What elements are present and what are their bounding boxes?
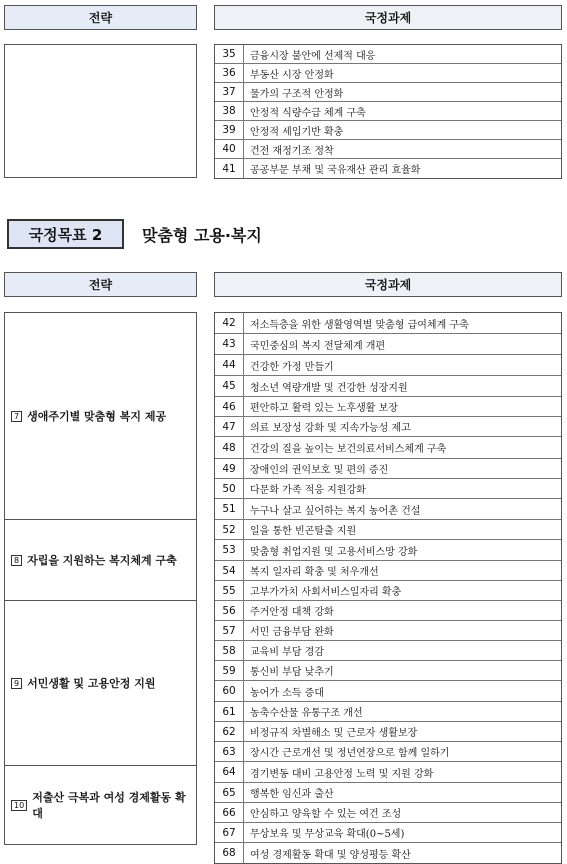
task-number: 57 xyxy=(215,621,244,640)
task-row xyxy=(215,823,561,843)
task-number: 35 xyxy=(215,45,244,63)
task-number: 49 xyxy=(215,459,244,478)
task-row xyxy=(215,722,561,742)
table2-task-list xyxy=(214,312,562,864)
task-number: 44 xyxy=(215,355,244,375)
task-text: 맞춤형 취업지원 및 고용서비스망 강화 xyxy=(250,546,418,558)
task-text: 경기변동 대비 고용안정 노력 및 지원 강화 xyxy=(250,768,434,780)
task-text: 주거안정 대책 강화 xyxy=(250,607,334,618)
task-text: 농어가 소득 증대 xyxy=(250,687,324,699)
task-row xyxy=(215,520,561,540)
task-number: 40 xyxy=(215,140,244,158)
task-text: 저소득층을 위한 생활영역별 맞춤형 급여체계 구축 xyxy=(250,319,469,331)
strategy-number: 8 xyxy=(11,555,22,566)
task-text: 건전 재정기조 정착 xyxy=(250,145,334,157)
task-row xyxy=(215,121,561,140)
strategy-number: 7 xyxy=(11,411,22,422)
task-row xyxy=(215,334,561,355)
task-row xyxy=(215,783,561,803)
task-number: 36 xyxy=(215,64,244,82)
strategy-10 xyxy=(4,765,197,845)
task-number: 51 xyxy=(215,499,244,519)
task-text: 청소년 역량개발 및 건강한 성장지원 xyxy=(250,382,408,394)
task-row xyxy=(215,803,561,823)
task-text: 통신비 부담 낮추기 xyxy=(250,667,334,678)
task-row xyxy=(215,742,561,762)
task-text: 장애인의 권익보호 및 편의 증진 xyxy=(250,465,389,476)
task-number: 52 xyxy=(215,520,244,539)
task-number: 45 xyxy=(215,376,244,396)
table1-strategy-empty xyxy=(4,44,197,178)
task-row xyxy=(215,376,561,397)
task-row xyxy=(215,581,561,601)
task-text: 의료 보장성 강화 및 지속가능성 제고 xyxy=(250,423,411,434)
task-text: 다문화 가족 적응 지원강화 xyxy=(250,485,366,496)
task-number: 37 xyxy=(215,83,244,101)
task-number: 64 xyxy=(215,762,244,782)
task-row xyxy=(215,621,561,641)
task-row xyxy=(215,702,561,722)
task-text: 물가의 구조적 안정화 xyxy=(250,88,344,100)
task-text: 무상보육 및 무상교육 확대(0~5세) xyxy=(250,829,405,840)
task-text: 행복한 임신과 출산 xyxy=(250,789,334,800)
task-text: 국민중심의 복지 전달체계 개편 xyxy=(250,340,386,352)
task-number: 65 xyxy=(215,783,244,802)
task-number: 48 xyxy=(215,437,244,458)
task-text: 복지 일자리 확충 및 처우개선 xyxy=(250,567,379,578)
task-text: 장시간 근로개선 및 정년연장으로 함께 일하기 xyxy=(250,748,450,759)
task-number: 61 xyxy=(215,702,244,721)
task-row xyxy=(215,64,561,83)
task-number: 56 xyxy=(215,601,244,620)
task-number: 41 xyxy=(215,159,244,178)
strategy-9 xyxy=(4,600,197,766)
task-row xyxy=(215,159,561,178)
task-row xyxy=(215,661,561,681)
task-text: 서민 금융부담 완화 xyxy=(250,627,334,638)
task-text: 비정규직 차별해소 및 근로자 생활보장 xyxy=(250,728,418,739)
task-text: 안심하고 양육할 수 있는 여건 조성 xyxy=(250,809,402,820)
task-number: 59 xyxy=(215,661,244,680)
task-row xyxy=(215,479,561,499)
task-number: 63 xyxy=(215,742,244,761)
task-number: 66 xyxy=(215,803,244,822)
task-row xyxy=(215,459,561,479)
task-row xyxy=(215,843,561,863)
task-row xyxy=(215,681,561,702)
goal-badge: 국정목표 2 xyxy=(7,219,124,249)
task-row xyxy=(215,437,561,459)
task-row xyxy=(215,83,561,102)
task-number: 60 xyxy=(215,681,244,701)
task-number: 55 xyxy=(215,581,244,600)
table1-task-list xyxy=(214,44,562,179)
task-row xyxy=(215,397,561,417)
task-text: 여성 경제활동 확대 및 양성평등 확산 xyxy=(250,849,411,861)
task-number: 62 xyxy=(215,722,244,741)
task-row xyxy=(215,45,561,64)
strategy-8 xyxy=(4,519,197,601)
strategy-number: 10 xyxy=(11,800,27,811)
task-number: 54 xyxy=(215,561,244,580)
task-row xyxy=(215,762,561,783)
goal-title: 맞춤형 고용·복지 xyxy=(142,226,262,245)
table1-header-tasks: 국정과제 xyxy=(214,5,562,30)
task-row xyxy=(215,499,561,520)
task-text: 건강의 질을 높이는 보건의료서비스체계 구축 xyxy=(250,444,447,455)
task-number: 38 xyxy=(215,102,244,120)
task-row xyxy=(215,641,561,661)
task-row xyxy=(215,313,561,334)
strategy-label: 서민생활 및 고용안정 지원 xyxy=(27,677,156,690)
task-number: 46 xyxy=(215,397,244,416)
task-number: 47 xyxy=(215,417,244,436)
task-row xyxy=(215,102,561,121)
task-row xyxy=(215,540,561,561)
task-text: 누구나 살고 싶어하는 복지 농어촌 건설 xyxy=(250,505,421,517)
task-number: 68 xyxy=(215,843,244,863)
strategy-label: 자립을 지원하는 복지체계 구축 xyxy=(27,554,177,567)
table2-header-strategy: 전략 xyxy=(4,272,197,297)
strategy-label: 생애주기별 맞춤형 복지 제공 xyxy=(27,410,167,423)
task-text: 농축수산물 유통구조 개선 xyxy=(250,708,363,719)
task-row xyxy=(215,355,561,376)
task-number: 39 xyxy=(215,121,244,139)
task-number: 42 xyxy=(215,313,244,333)
task-text: 일을 통한 빈곤탈출 지원 xyxy=(250,526,357,537)
task-text: 공공부문 부채 및 국유재산 관리 효율화 xyxy=(250,165,421,176)
table1-header-strategy: 전략 xyxy=(4,5,197,30)
task-number: 67 xyxy=(215,823,244,842)
strategy-number: 9 xyxy=(11,678,22,689)
task-text: 편안하고 활력 있는 노후생활 보장 xyxy=(250,403,398,414)
task-row xyxy=(215,417,561,437)
task-row xyxy=(215,561,561,581)
task-text: 안정적 세입기반 확충 xyxy=(250,126,344,138)
task-text: 건강한 가정 만들기 xyxy=(250,361,334,373)
task-row xyxy=(215,601,561,621)
task-number: 58 xyxy=(215,641,244,660)
strategy-7 xyxy=(4,312,197,520)
task-row xyxy=(215,140,561,159)
task-text: 안정적 식량수급 체계 구축 xyxy=(250,107,366,119)
task-text: 교육비 부담 경감 xyxy=(250,647,324,658)
task-text: 고부가가치 사회서비스일자리 확충 xyxy=(250,587,402,598)
task-text: 금융시장 불안에 선제적 대응 xyxy=(250,50,376,62)
task-text: 부동산 시장 안정화 xyxy=(250,69,334,81)
task-number: 43 xyxy=(215,334,244,354)
task-number: 50 xyxy=(215,479,244,498)
task-number: 53 xyxy=(215,540,244,560)
table2-header-tasks: 국정과제 xyxy=(214,272,562,297)
strategy-label: 저출산 극복과 여성 경제활동 확대 xyxy=(32,791,186,820)
